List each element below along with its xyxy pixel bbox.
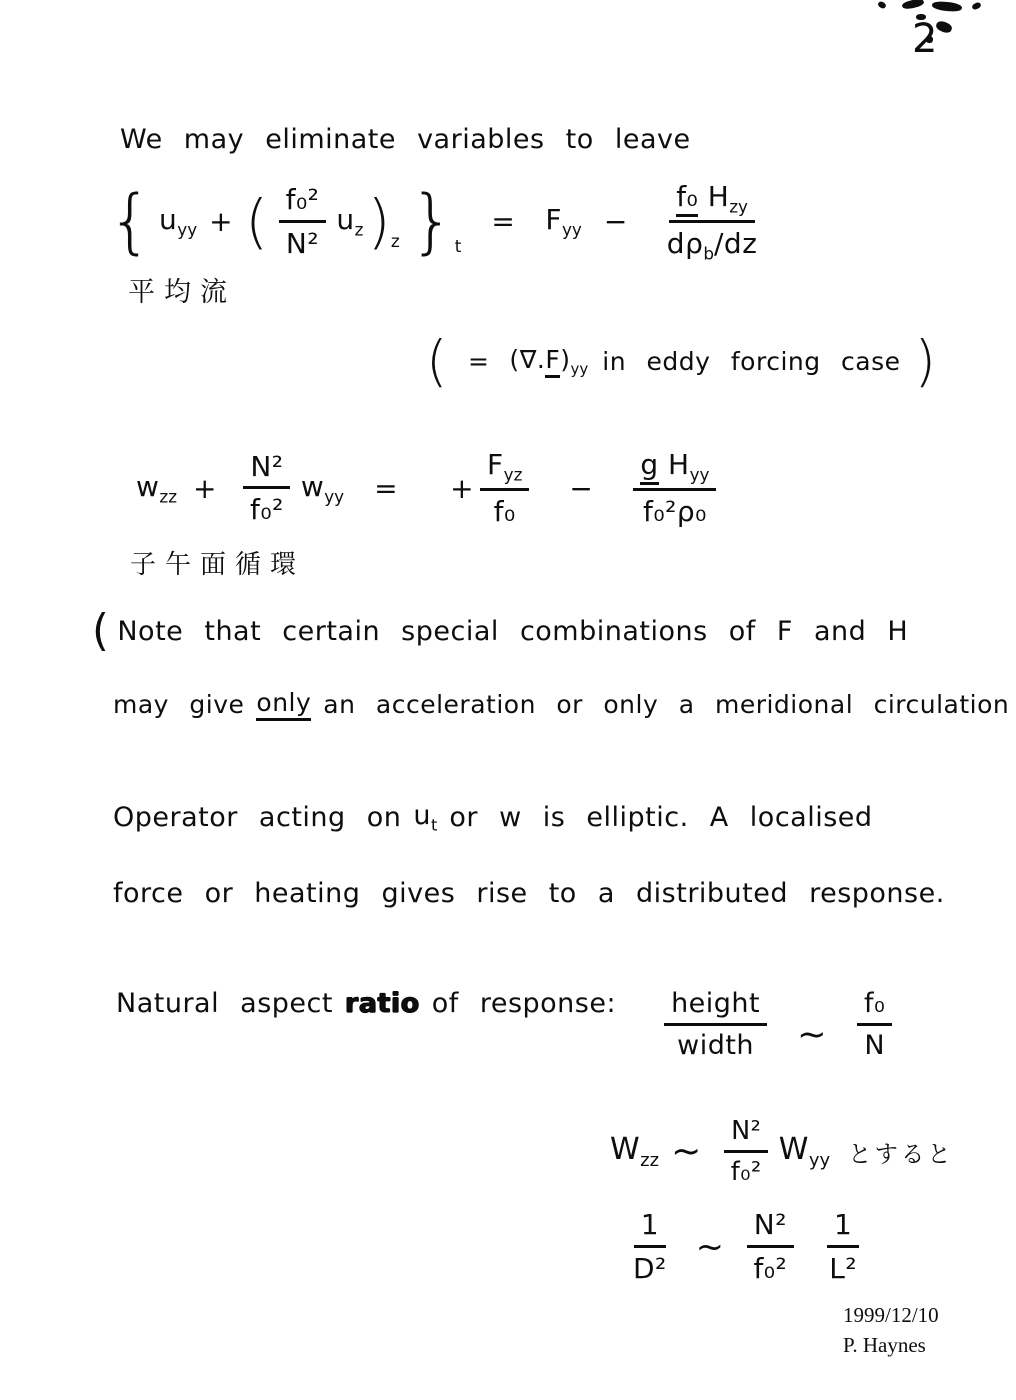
fraction-Fyz-over-f0: $\frac{F_{yz}}{\text{f₀}}$	[480, 448, 529, 528]
footer-date: 1999/12/10	[843, 1303, 939, 1327]
fraction-f0sq-over-N2: $\frac{\text{f₀²}}{\text{N²}}$	[279, 183, 327, 260]
equals-sign: =	[374, 471, 399, 505]
term-w-yy: $w_{yy}$	[300, 469, 345, 507]
left-paren: (	[245, 186, 269, 256]
term-w-zz: $w_{zz}$	[136, 469, 178, 507]
term-W-zz: $W_{zz}$	[610, 1132, 660, 1172]
right-brace-sub-t: } $_t$	[409, 180, 462, 262]
similarity-sign: ~	[797, 1014, 828, 1055]
page-number: 2	[912, 16, 938, 62]
fraction-1-over-D2: $\frac{1}{\text{D²}}$	[633, 1208, 667, 1285]
fraction-f0-over-N: $\frac{\text{f₀}}{N}$	[857, 988, 892, 1063]
fraction-N2-over-f0sq: $\frac{\text{N²}}{\text{f₀²}}$	[724, 1116, 769, 1187]
fraction-f0Hzy-over-drhob-dz: $\frac{f_0 H_{zy}}{d\rho_b/dz}$	[666, 180, 758, 264]
left-paren: (	[426, 329, 448, 393]
equals-sign: =	[467, 346, 490, 376]
term-u-t: $u_t$	[413, 800, 438, 835]
overwritten-ratio-word: ratio	[344, 988, 420, 1019]
equation-momentum	[108, 180, 774, 264]
fraction-1-over-L2: $\frac{1}{\text{L²}}$	[822, 1208, 864, 1285]
term-W-yy: $W_{yy}$	[778, 1132, 831, 1172]
operator-line-1: Operator acting on $u_t$ or w is elliptic. A localised	[113, 800, 873, 835]
eddy-forcing-note	[426, 329, 937, 393]
term-divF-yy: $(\nabla.F)_{yy}$	[509, 344, 589, 378]
plus-sign: +	[193, 471, 217, 505]
eddy-forcing-text: in eddy forcing case	[602, 346, 901, 376]
fraction-gHyy-over-f0sq-rho0: $\frac{g H_{yy}}{\text{f₀²ρ₀}}$	[633, 448, 716, 528]
minus-sign: −	[603, 205, 628, 239]
underlined-only: only	[256, 688, 311, 721]
annotation-meridional-circulation: 子午面循環	[130, 550, 306, 580]
equals-sign: =	[491, 205, 516, 239]
plus-sign-rhs: +	[450, 471, 475, 505]
term-u-yy: $u_{yy}$	[159, 203, 198, 241]
similarity-sign: ~	[671, 1131, 702, 1173]
right-paren-sub-z: ) $_z$	[367, 186, 400, 256]
left-brace: {	[108, 180, 154, 262]
fraction-N2-over-f0sq: $\frac{\text{N²}}{\text{f₀²}}$	[243, 450, 291, 527]
fraction-height-over-width: $\frac{\text{height}}{\text{width}}$	[664, 988, 767, 1063]
similarity-sign: ~	[695, 1227, 725, 1267]
minus-sign: −	[569, 471, 594, 505]
intro-line: We may eliminate variables to leave	[120, 124, 691, 155]
aspect-ratio-line: Natural aspect ratio of response: $\frac{\text{height}}{\text{width}}$ ~ $\frac{\text{f₀}}{N}$	[116, 988, 902, 1063]
vector-F: F	[545, 345, 560, 378]
fraction-N2-over-f0sq: $\frac{\text{N²}}{\text{f₀²}}$	[746, 1208, 794, 1285]
footer-author: P. Haynes	[843, 1333, 926, 1358]
nabla-operator: ∇.	[519, 344, 546, 374]
note-line-1: ( Note that certain special combinations of F and H	[92, 606, 909, 656]
term-F-yy: $F_{yy}$	[545, 203, 582, 241]
left-paren: (	[92, 606, 110, 656]
plus-sign: +	[209, 205, 234, 239]
right-paren: )	[914, 329, 937, 393]
equation-w	[136, 448, 726, 528]
annotation-mean-flow: 平均流	[128, 277, 236, 308]
operator-line-2: force or heating gives rise to a distributed response.	[113, 878, 945, 909]
footer	[843, 1300, 939, 1361]
w-scaling-line	[610, 1116, 954, 1187]
annotation-japanese-note: とすると	[848, 1139, 954, 1168]
note-line-2: may give only an acceleration or only a meridional circulation	[113, 688, 1010, 719]
ink-smudge-marks	[876, 0, 1006, 48]
length-scaling-line	[616, 1208, 874, 1285]
term-u-z: $u_z$	[336, 203, 364, 241]
